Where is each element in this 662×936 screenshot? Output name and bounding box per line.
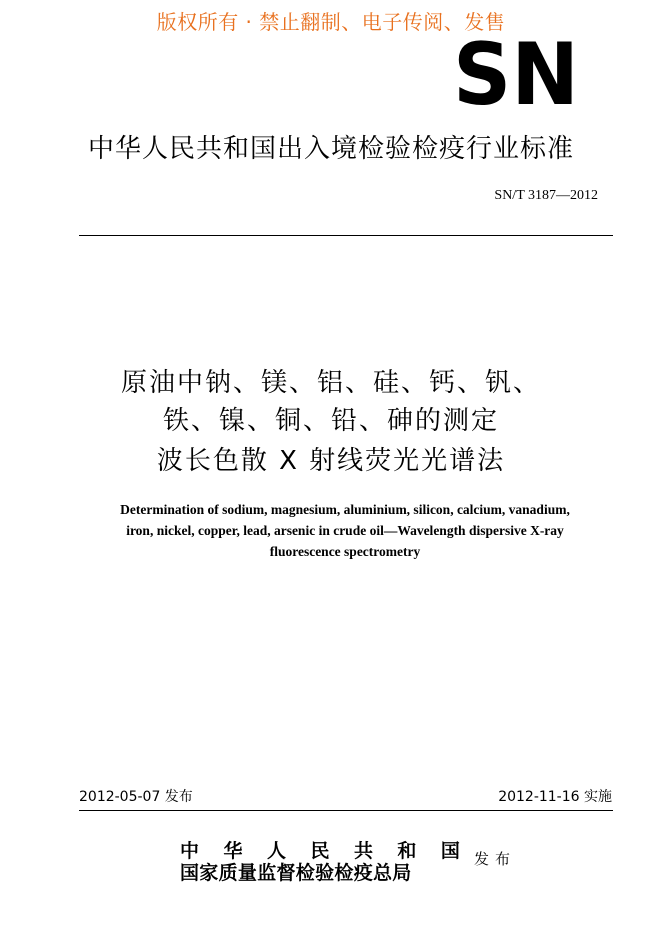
issuer-char: 国 <box>440 840 460 862</box>
divider-top <box>79 235 613 236</box>
issuer-char: 共 <box>353 840 373 862</box>
issuer-char: 人 <box>266 840 286 862</box>
issue-action: 发布 <box>474 850 517 868</box>
issue-date: 2012-05-07 发布 <box>79 789 193 805</box>
standard-code: SN/T 3187—2012 <box>494 188 598 203</box>
issuer-char: 民 <box>310 840 330 862</box>
implement-date: 2012-11-16 实施 <box>498 789 612 805</box>
sn-logo-text: SN <box>453 38 579 108</box>
sn-logo <box>452 38 580 108</box>
issuer-char: 和 <box>397 840 417 862</box>
title-en-line-3: fluorescence spectrometry <box>269 544 421 559</box>
copyright-watermark: 版权所有 · 禁止翻制、电子传阅、发售 <box>156 10 506 34</box>
title-en-line-2: iron, nickel, copper, lead, arsenic in crude oil—Wavelength dispersive X-ray <box>126 523 564 538</box>
org-title: 中华人民共和国出入境检验检疫行业标准 <box>87 134 574 164</box>
title-en <box>80 499 610 562</box>
title-cn-line-2: 铁、镍、铜、铅、砷的测定 <box>162 406 499 436</box>
sn-logo-graphic <box>452 38 580 108</box>
issuer-agency: 国家质量监督检验检疫总局 <box>180 862 412 884</box>
issuer-char: 华 <box>223 840 243 862</box>
divider-bottom <box>79 810 613 811</box>
title-cn-line-1: 原油中钠、镁、铝、硅、钙、钒、 <box>120 368 541 398</box>
title-en-line-1: Determination of sodium, magnesium, aluminium, silicon, calcium, vanadium, <box>120 502 570 517</box>
title-cn-line-3: 波长色散 X 射线荧光光谱法 <box>156 446 506 476</box>
issuer-char: 中 <box>180 840 200 862</box>
